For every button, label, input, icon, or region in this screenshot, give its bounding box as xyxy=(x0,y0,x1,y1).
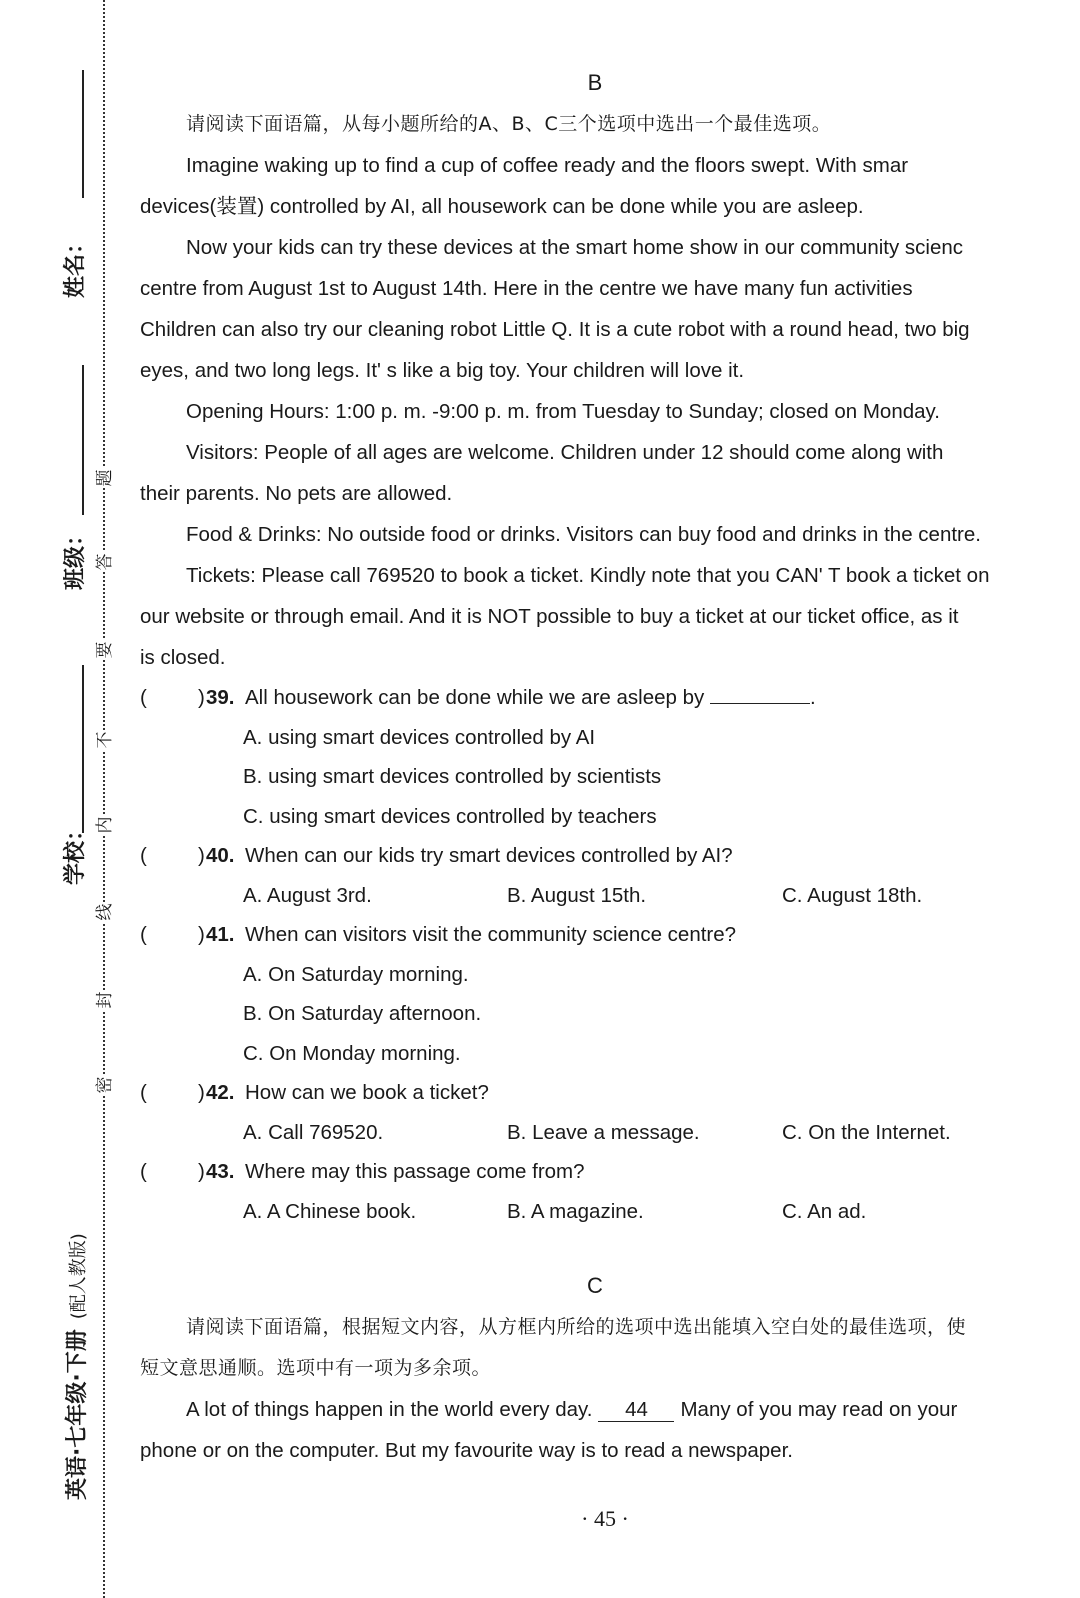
seal-char: 封 xyxy=(95,991,115,1009)
option-row xyxy=(140,1113,1060,1153)
option-row xyxy=(140,718,1060,758)
page-content xyxy=(140,62,1060,1471)
visitors-line: Visitors: People of all ages are welcome. Children under 12 should come along with xyxy=(186,441,944,464)
passage-line: eyes, and two long legs. It' s like a big toy. Your children will love it. xyxy=(140,359,745,382)
option-a: A. A Chinese book. xyxy=(243,1199,417,1223)
section-c-title: C xyxy=(587,1273,603,1298)
option-c: C. An ad. xyxy=(782,1199,867,1223)
seal-char: 要 xyxy=(95,641,115,659)
question-text-content: All housework can be done while we are asleep by xyxy=(245,686,705,709)
question-number: 40. xyxy=(206,844,235,867)
answer-paren-close: ) xyxy=(198,1160,205,1183)
name-label: 姓名： xyxy=(63,231,88,298)
question-text: All housework can be done while we are asleep by . xyxy=(245,686,816,709)
section-gap xyxy=(140,1231,1060,1265)
passage-line: devices(装置) controlled by AI, all housework can be done while you are asleep. xyxy=(140,195,864,218)
opening-hours-line: Opening Hours: 1:00 p. m. -9:00 p. m. from Tuesday to Sunday; closed on Monday. xyxy=(186,400,940,423)
binding-dotted-line xyxy=(103,0,105,1598)
passage-text: Many of you may read on your xyxy=(680,1398,958,1421)
option-b: B. August 15th. xyxy=(507,883,647,907)
question-number: 41. xyxy=(206,923,235,946)
question-40 xyxy=(140,836,1060,876)
question-number: 43. xyxy=(206,1160,235,1183)
option-row xyxy=(140,955,1060,995)
seal-char: 密 xyxy=(95,1076,115,1094)
seal-char: 题 xyxy=(95,469,115,487)
question-text: Where may this passage come from? xyxy=(245,1160,585,1183)
section-b-instruction: 请阅读下面语篇，从每小题所给的A、B、C三个选项中选出一个最佳选项。 xyxy=(186,113,832,135)
option-a: A. August 3rd. xyxy=(243,883,372,907)
option-row xyxy=(140,994,1060,1034)
option-c: C. On the Internet. xyxy=(782,1120,951,1144)
book-title-text: 英语·七年级·下册 xyxy=(65,1329,90,1500)
school-label: 学校： xyxy=(63,818,88,885)
passage-line: Imagine waking up to find a cup of coffee ready and the floors swept. With smar xyxy=(186,154,909,177)
option-b: B. using smart devices controlled by scientists xyxy=(243,765,662,788)
answer-paren-open[interactable]: ( xyxy=(140,844,147,867)
seal-char: 内 xyxy=(95,816,115,834)
seal-char: 答 xyxy=(95,553,115,571)
question-42 xyxy=(140,1073,1060,1113)
answer-paren-open[interactable]: ( xyxy=(140,1081,147,1104)
passage-line: centre from August 1st to August 14th. Here in the centre we have many fun activities xyxy=(140,277,913,300)
option-c: C. using smart devices controlled by teachers xyxy=(243,804,657,828)
answer-paren-open[interactable]: ( xyxy=(140,1160,147,1183)
option-row xyxy=(140,757,1060,797)
option-b: B. On Saturday afternoon. xyxy=(243,1002,482,1025)
option-c: C. August 18th. xyxy=(782,883,923,907)
question-text: How can we book a ticket? xyxy=(245,1081,489,1104)
question-number: 42. xyxy=(206,1081,235,1104)
school-write-line xyxy=(82,665,84,833)
seal-char: 不 xyxy=(95,731,115,749)
class-write-line xyxy=(82,365,84,515)
option-row xyxy=(140,1192,1060,1232)
option-a: A. On Saturday morning. xyxy=(243,962,469,986)
answer-paren-close: ) xyxy=(198,844,205,867)
passage-text: A lot of things happen in the world every day. xyxy=(186,1398,593,1421)
option-row xyxy=(140,1034,1060,1074)
option-b: B. Leave a message. xyxy=(507,1120,700,1144)
answer-paren-close: ) xyxy=(198,923,205,946)
passage-line: Now your kids can try these devices at the smart home show in our community scienc xyxy=(186,236,964,259)
name-write-line xyxy=(82,70,84,198)
seal-char: 线 xyxy=(95,903,115,921)
option-row xyxy=(140,876,1060,916)
question-43 xyxy=(140,1152,1060,1192)
question-39 xyxy=(140,678,1060,718)
question-number: 39. xyxy=(206,686,235,709)
section-c-passage-line xyxy=(140,1389,1060,1430)
question-text: When can our kids try smart devices controlled by AI? xyxy=(245,844,733,867)
book-edition: (配人教版) xyxy=(68,1233,89,1320)
answer-paren-close: ) xyxy=(198,686,205,709)
passage-line: their parents. No pets are allowed. xyxy=(140,482,453,505)
question-41 xyxy=(140,915,1060,955)
food-drinks-line: Food & Drinks: No outside food or drinks. Visitors can buy food and drinks in the centre. xyxy=(186,523,981,546)
page-number: · 45 · xyxy=(581,1506,629,1531)
option-c: C. On Monday morning. xyxy=(243,1041,461,1065)
passage-line: Children can also try our cleaning robot Little Q. It is a cute robot with a round head, two big xyxy=(140,318,970,341)
section-c-instruction-line: 短文意思通顺。选项中有一项为多余项。 xyxy=(140,1357,492,1379)
tickets-line: Tickets: Please call 769520 to book a ticket. Kindly note that you CAN' T book a ticket on xyxy=(186,564,990,587)
class-label: 班级： xyxy=(63,523,88,590)
section-b-title: B xyxy=(587,70,603,95)
book-title xyxy=(60,1233,91,1500)
section-c-passage-line: phone or on the computer. But my favourite way is to read a newspaper. xyxy=(140,1439,793,1462)
question-text: When can visitors visit the community science centre? xyxy=(245,923,737,946)
passage-line: is closed. xyxy=(140,646,226,669)
option-b: B. A magazine. xyxy=(507,1199,644,1223)
blank-44[interactable]: 44 xyxy=(598,1399,674,1422)
option-a: A. using smart devices controlled by AI xyxy=(243,725,596,749)
option-a: A. Call 769520. xyxy=(243,1120,384,1144)
answer-paren-open[interactable]: ( xyxy=(140,686,147,709)
answer-paren-open[interactable]: ( xyxy=(140,923,147,946)
passage-line: our website or through email. And it is NOT possible to buy a ticket at our ticket office, as it xyxy=(140,605,959,628)
section-c-instruction-line: 请阅读下面语篇，根据短文内容，从方框内所给的选项中选出能填入空白处的最佳选项，使 xyxy=(186,1316,967,1338)
answer-blank xyxy=(710,687,810,704)
option-row xyxy=(140,797,1060,837)
answer-paren-close: ) xyxy=(198,1081,205,1104)
